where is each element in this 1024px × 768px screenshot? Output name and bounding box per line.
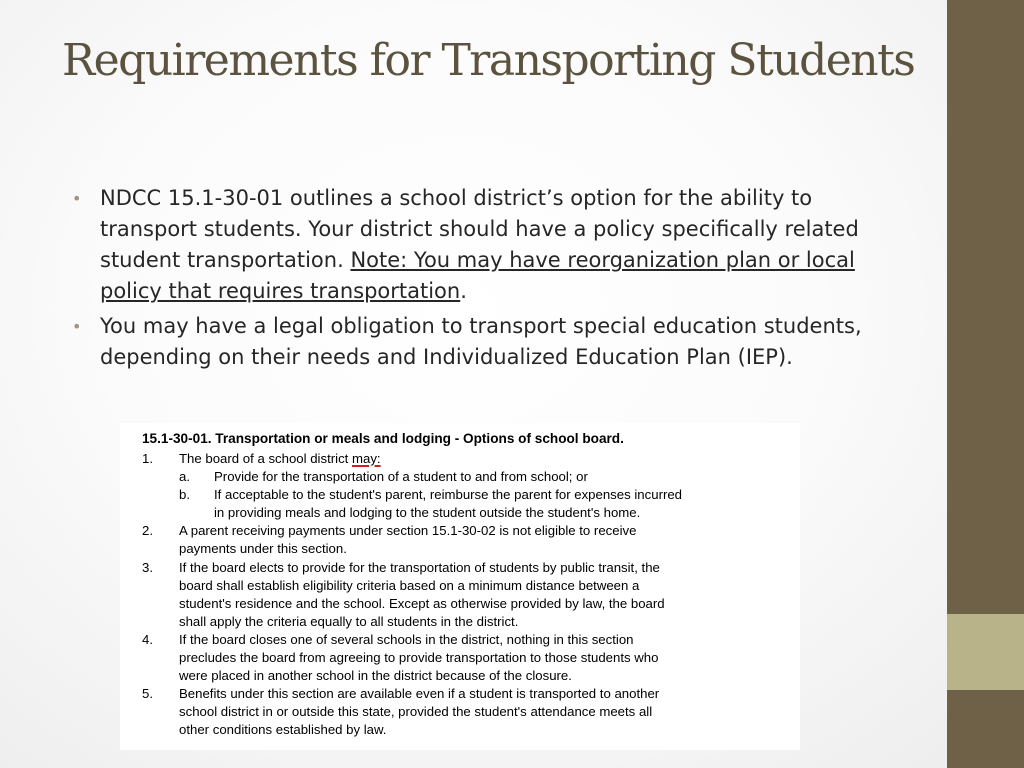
slide-title: Requirements for Transporting Students [62,35,915,86]
statute-item-line: were placed in another school in the district because of the closure. [179,668,572,683]
bullet-period: . [460,279,467,303]
bullet-item-ndcc [72,183,887,307]
bullet-dot-icon: • [72,189,82,208]
statute-sub-line: in providing meals and lodging to the student outside the student's home. [214,505,641,520]
statute-sub-letter: b. [179,487,190,502]
statute-sub-letter: a. [179,469,190,484]
statute-item-line: school district in or outside this state, provided the student's attendance meets all [179,704,653,719]
statute-item-number: 3. [142,560,153,575]
statute-sub-line: If acceptable to the student's parent, reimburse the parent for expenses incurred [214,487,683,502]
statute-item-line: payments under this section. [179,541,347,556]
statute-item-line: precludes the board from agreeing to provide transportation to those students who [179,650,659,665]
statute-sub-line: Provide for the transportation of a student to and from school; or [214,469,588,484]
bullet-dot-icon: • [72,317,82,336]
statute-item-line: If the board elects to provide for the transportation of students by public transit, the [179,560,660,575]
statute-item-line [179,450,381,468]
statute-item-line: board shall establish eligibility criteria based on a minimum distance between a [179,578,640,593]
statute-item-number: 2. [142,523,153,538]
bullet-list [72,183,887,377]
sidebar-accent-block [947,614,1024,690]
statute-item-line: If the board closes one of several schools in the district, nothing in this section [179,632,634,647]
statute-heading: 15.1-30-01. Transportation or meals and lodging - Options of school board. [142,431,624,446]
statute-item-line: A parent receiving payments under section 15.1-30-02 is not eligible to receive [179,523,637,538]
statute-item-line: student's residence and the school. Except as otherwise provided by law, the board [179,596,665,611]
statute-text: The board of a school district [179,451,352,466]
bullet-text: You may have a legal obligation to transport special education students, depending on their needs and Individualized Education Plan (IEP). [100,314,862,369]
statute-item-line: shall apply the criteria equally to all students in the district. [179,614,519,629]
statute-item-line: Benefits under this section are available even if a student is transported to another [179,686,660,701]
bullet-item-legal-obligation [72,311,887,373]
statute-item-line: other conditions established by law. [179,722,387,737]
statute-emphasis-may: may: [352,451,381,466]
bullet-text: NDCC 15.1-30-01 outlines a school district’s option for the ability to transport students. Your district should have a policy specifically related student transportation. [100,186,859,272]
statute-item-number: 4. [142,632,153,647]
statute-item-number: 1. [142,451,153,466]
statute-item-number: 5. [142,686,153,701]
bullet-note-underlined: Note: You may have reorganization plan or local policy that requires transportation [100,248,855,303]
statute-excerpt-image [120,423,800,750]
